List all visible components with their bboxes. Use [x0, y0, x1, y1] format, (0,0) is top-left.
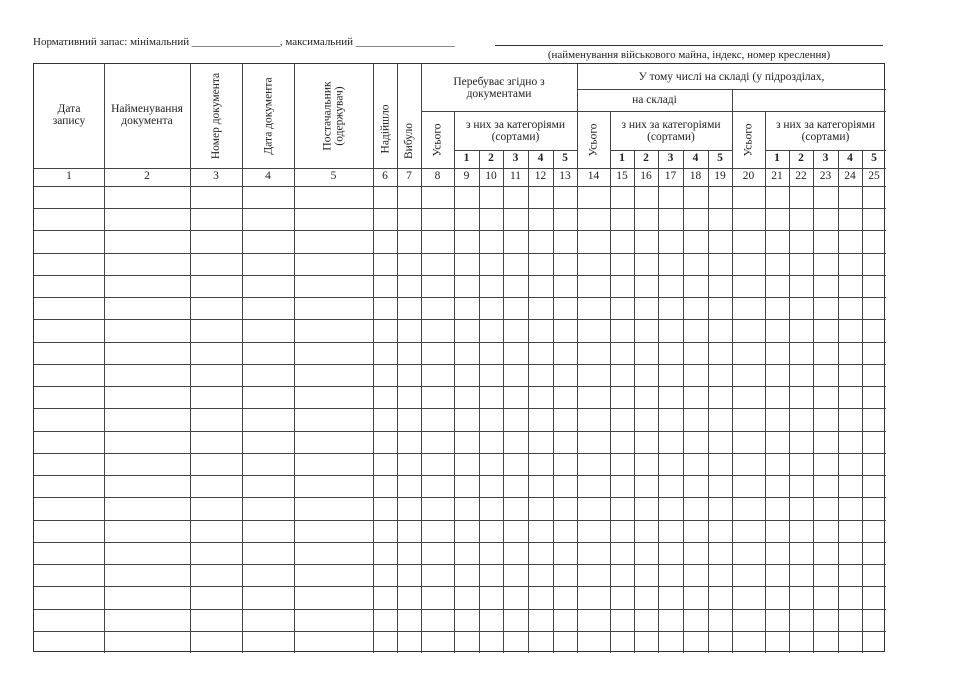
- table-row-line: [34, 475, 886, 476]
- header-rule: [34, 168, 886, 169]
- column-number: 23: [819, 170, 832, 182]
- column-divider: [708, 150, 709, 653]
- column-divider: [658, 150, 659, 653]
- column-number: 3: [213, 170, 219, 182]
- header-of-which: з них за категоріями (сортами): [775, 119, 876, 143]
- column-divider: [813, 150, 814, 653]
- header-rule: [421, 111, 886, 112]
- table-row-line: [34, 453, 886, 454]
- header-date-entry: Дата запису: [52, 103, 86, 127]
- table-row-line: [34, 297, 886, 298]
- column-number: 2: [144, 170, 150, 182]
- column-number: 15: [616, 170, 628, 182]
- category-number: 2: [488, 152, 494, 164]
- column-number: 8: [434, 170, 441, 182]
- category-number: 1: [619, 152, 625, 164]
- table-row-line: [34, 342, 886, 343]
- column-divider: [683, 150, 684, 653]
- header-rule: [577, 89, 886, 90]
- header-rule: [454, 150, 577, 151]
- norm-stock-line: [33, 36, 455, 48]
- table-row-line: [34, 364, 886, 365]
- column-number: 10: [485, 170, 497, 182]
- table-row-line: [34, 609, 886, 610]
- column-number: 22: [795, 170, 807, 182]
- column-number: 4: [265, 170, 271, 182]
- column-number: 18: [689, 170, 702, 182]
- ledger-table: [33, 63, 885, 652]
- table-row-line: [34, 408, 886, 409]
- category-number: 4: [537, 152, 544, 164]
- category-number: 4: [692, 152, 699, 164]
- table-row-line: [34, 631, 886, 632]
- column-divider: [838, 150, 839, 653]
- column-number: 19: [714, 170, 726, 182]
- header-rule: [34, 186, 886, 187]
- category-number: 4: [847, 152, 853, 164]
- norm-max-label: , максимальний: [279, 36, 353, 48]
- header-total: Усього: [742, 123, 755, 157]
- column-number: 9: [463, 170, 470, 182]
- title-blank-line: [495, 45, 883, 46]
- column-number: 7: [406, 170, 412, 182]
- column-divider: [553, 150, 554, 653]
- category-number: 1: [774, 152, 780, 164]
- column-number: 1: [66, 170, 72, 182]
- column-divider: [610, 111, 611, 653]
- table-row-line: [34, 386, 886, 387]
- column-number: 20: [742, 170, 755, 182]
- column-divider: [862, 150, 863, 653]
- column-divider: [765, 111, 766, 653]
- norm-min-label: Нормативний запас: мінімальний: [33, 36, 190, 48]
- header-received: Надійшло: [378, 104, 391, 154]
- column-number: 21: [771, 170, 783, 182]
- header-total: Усього: [431, 123, 444, 157]
- header-total: Усього: [587, 123, 600, 157]
- column-divider: [789, 150, 790, 653]
- table-row-line: [34, 431, 886, 432]
- table-row-line: [34, 275, 886, 276]
- category-number: 5: [871, 152, 877, 164]
- table-row-line: [34, 564, 886, 565]
- title-caption: (найменування військового майна, індекс, номер креслення): [547, 49, 831, 61]
- header-by-documents: Перебуває згідно з документами: [453, 76, 545, 100]
- header-rule: [610, 150, 732, 151]
- table-row-line: [34, 208, 886, 209]
- column-divider: [528, 150, 529, 653]
- category-number: 2: [798, 152, 804, 164]
- category-number: 3: [822, 152, 829, 164]
- header-at-warehouse: на складі: [632, 94, 677, 106]
- column-number: 16: [640, 170, 652, 182]
- column-divider: [503, 150, 504, 653]
- column-number: 13: [559, 170, 571, 182]
- header-doc-name: Найменування документа: [111, 103, 183, 127]
- table-row-line: [34, 520, 886, 521]
- column-divider: [479, 150, 480, 653]
- header-supplier: Постачальник (одержувач): [321, 81, 346, 151]
- header-including-warehouse: У тому числі на складі (у підрозділах,: [638, 71, 825, 83]
- header-doc-date: Дата документа: [262, 77, 275, 155]
- column-number: 17: [664, 170, 677, 182]
- table-row-line: [34, 497, 886, 498]
- table-row-line: [34, 586, 886, 587]
- table-row-line: [34, 253, 886, 254]
- header-issued: Вибуло: [402, 123, 415, 159]
- header-doc-number: Номер документа: [210, 72, 223, 160]
- header-rule: [765, 150, 886, 151]
- table-row-line: [34, 319, 886, 320]
- column-number: 5: [330, 170, 337, 182]
- column-number: 11: [509, 170, 522, 182]
- column-number: 25: [868, 170, 880, 182]
- column-number: 24: [844, 170, 856, 182]
- header-of-which: з них за категоріями (сортами): [465, 119, 566, 143]
- category-number: 2: [643, 152, 649, 164]
- category-number: 5: [717, 152, 723, 164]
- norm-min-blank: ________________: [191, 36, 280, 48]
- category-number: 3: [667, 152, 674, 164]
- norm-max-blank: __________________: [355, 36, 455, 48]
- table-row-line: [34, 230, 886, 231]
- column-divider: [634, 150, 635, 653]
- column-number: 14: [587, 170, 600, 182]
- column-number: 12: [534, 170, 547, 182]
- header-of-which: з них за категоріями (сортами): [621, 119, 721, 143]
- column-divider: [454, 111, 455, 653]
- category-number: 1: [463, 152, 470, 164]
- column-number: 6: [382, 170, 388, 182]
- category-number: 5: [562, 152, 568, 164]
- table-row-line: [34, 542, 886, 543]
- category-number: 3: [512, 152, 519, 164]
